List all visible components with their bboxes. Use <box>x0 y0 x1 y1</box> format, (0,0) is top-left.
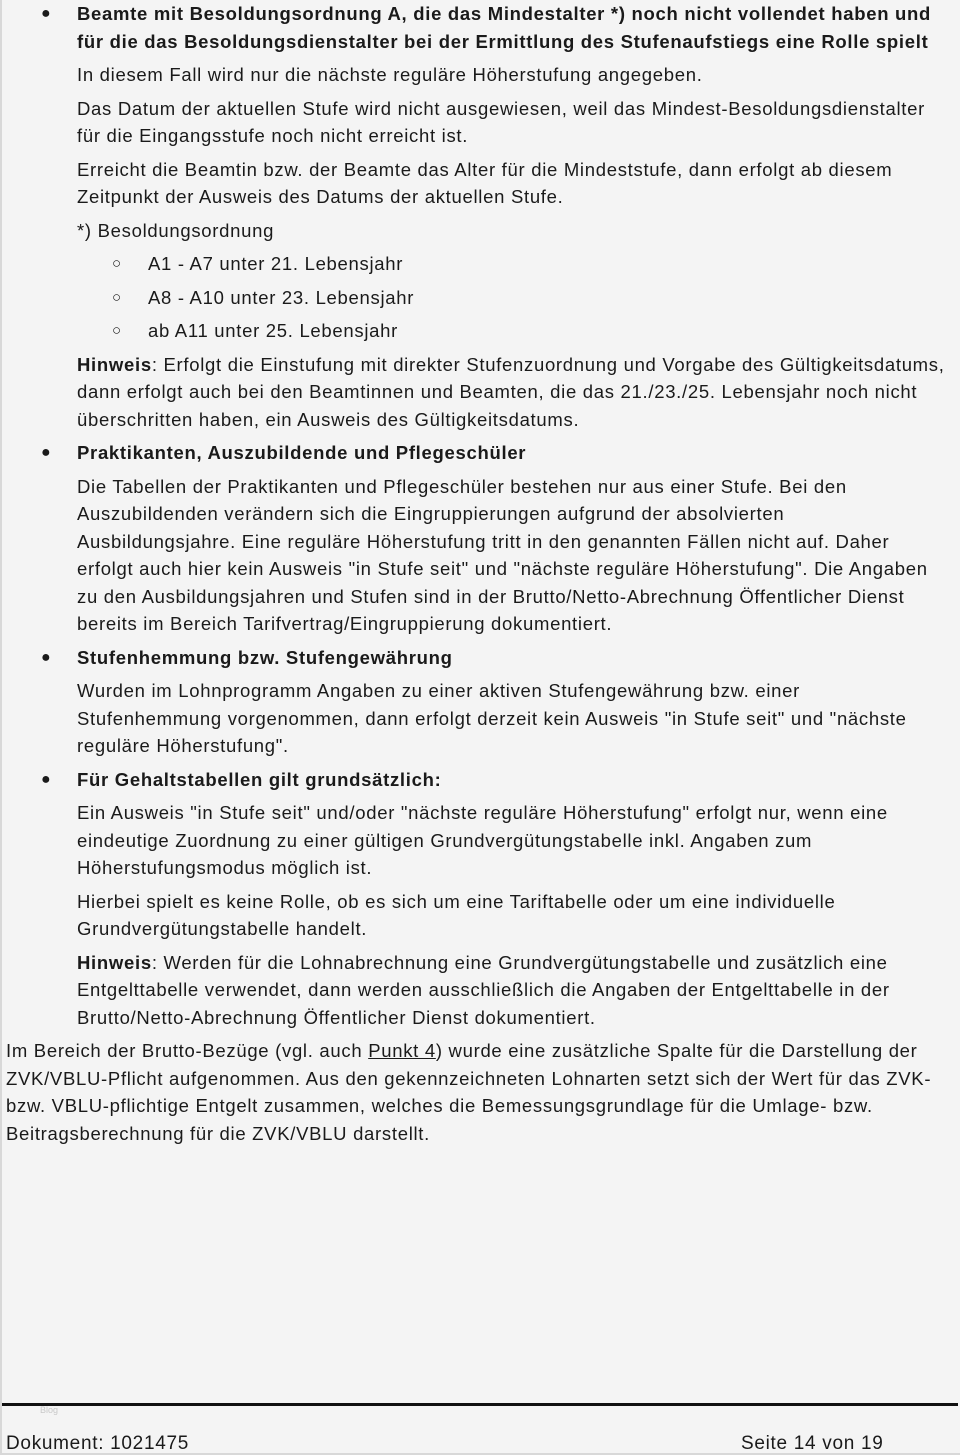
circle-bullet-icon: ○ <box>112 322 122 339</box>
bullet-icon: ● <box>41 648 52 666</box>
section-praktikanten <box>6 439 946 638</box>
paragraph: Die Tabellen der Praktikanten und Pflegeschüler bestehen nur aus einer Stufe. Bei den Auszubildenden verändern sich die Eingruppierungen aufgrund der absolvierten Ausbildungsjahre. Eine reguläre Höherstufung tritt in den genannten Fällen nicht auf. Daher erfolgt auch hier kein Ausweis "in Stufe seit" und "nächste reguläre Höherstufung". Die Angaben zu den Ausbildungsjahren und Stufen sind in der Brutto/Netto-Abrechnung Öffentlicher Dienst bereits im Bereich Tarifvertrag/Eingruppierung dokumentiert. <box>77 475 928 634</box>
punkt-4-link[interactable]: Punkt 4 <box>368 1040 436 1061</box>
hint-label: Hinweis <box>77 353 152 375</box>
footer-divider <box>2 1403 958 1406</box>
circle-bullet-icon: ○ <box>112 255 122 272</box>
bullet-icon: ● <box>41 444 52 461</box>
hint-paragraph: Hinweis: Erfolgt die Einstufung mit direkter Stufenzuordnung und Vorgabe des Gültigkeitsdatums, dann erfolgt auch bei den Beamtinnen und Beamten, die das 21./23./25. Lebensjahr noch nicht überschritten haben, ein Ausweis des Gültigkeitsdatums. <box>77 353 945 430</box>
hint-label: Hinweis <box>77 951 152 973</box>
sublist-item: ○ A1 - A7 unter 21. Lebensjahr <box>77 250 946 278</box>
section-heading: Stufenhemmung bzw. Stufengewährung <box>77 646 453 668</box>
bullet-icon: ● <box>41 5 52 22</box>
watermark: Blog <box>40 1405 59 1415</box>
section-stufenhemmung <box>6 644 946 760</box>
paragraph: In diesem Fall wird nur die nächste reguläre Höherstufung angegeben. <box>77 64 703 85</box>
paragraph: Ein Ausweis "in Stufe seit" und/oder "nächste reguläre Höherstufung" erfolgt nur, wenn eine eindeutige Zuordnung zu einer gültigen Grundvergütungstabelle inkl. Angaben zum Höherstufungsmodus möglich ist. <box>77 802 888 878</box>
section-heading: Beamte mit Besoldungsordnung A, die das Mindestalter *) noch nicht vollendet haben und für die das Besoldungsdienstalter bei der Ermittlung des Stufenaufstiegs eine Rolle spielt <box>77 3 932 52</box>
section-heading: Praktikanten, Auszubildende und Pflegeschüler <box>77 442 527 463</box>
sublist <box>6 250 946 345</box>
section-gehaltstabellen <box>6 766 946 1032</box>
closing-paragraph: Im Bereich der Brutto-Bezüge (vgl. auch Punkt 4) wurde eine zusätzliche Spalte für die Darstellung der ZVK/VBLU-Pflicht aufgenommen. Aus den gekennzeichneten Lohnarten setzt sich der Wert für das ZVK- bzw. VBLU-pflichtige Entgelt zusammen, welches die Bemessungsgrundlage für die Umlage- bzw. Beitragsberechnung für die ZVK/VBLU darstellt. <box>6 1040 932 1144</box>
paragraph: Hierbei spielt es keine Rolle, ob es sich um eine Tariftabelle oder um eine individuelle Grundvergütungstabelle handelt. <box>77 890 836 939</box>
footnote-label: *) Besoldungsordnung <box>77 219 275 241</box>
sublist-item: ○ A8 - A10 unter 23. Lebensjahr <box>77 284 946 312</box>
paragraph: Erreicht die Beamtin bzw. der Beamte das Alter für die Mindeststufe, dann erfolgt ab diesem Zeitpunkt der Ausweis des Datums der aktuellen Stufe. <box>77 158 893 207</box>
hint-paragraph: Hinweis: Werden für die Lohnabrechnung eine Grundvergütungstabelle und zusätzlich eine Entgelttabelle verwendet, dann werden ausschließlich die Angaben der Entgelttabelle in der Brutto/Netto-Abrechnung Öffentlicher Dienst dokumentiert. <box>77 951 890 1028</box>
sublist-item: ○ ab A11 unter 25. Lebensjahr <box>77 317 946 345</box>
document-number: Dokument: 1021475 <box>6 1433 190 1454</box>
paragraph: Wurden im Lohnprogramm Angaben zu einer aktiven Stufengewährung bzw. einer Stufenhemmung vorgenommen, dann erfolgt derzeit kein Ausweis "in Stufe seit" und "nächste reguläre Höherstufung". <box>77 680 907 756</box>
section-beamte <box>6 0 946 244</box>
section-heading: Für Gehaltstabellen gilt grundsätzlich: <box>77 768 442 790</box>
circle-bullet-icon: ○ <box>112 288 122 306</box>
bullet-icon: ● <box>41 770 52 788</box>
page-number: Seite 14 von 19 <box>741 1433 884 1454</box>
document-body <box>6 0 946 1153</box>
paragraph: Das Datum der aktuellen Stufe wird nicht ausgewiesen, weil das Mindest-Besoldungsdienstalter für die Eingangsstufe noch nicht erreicht ist. <box>77 97 925 146</box>
